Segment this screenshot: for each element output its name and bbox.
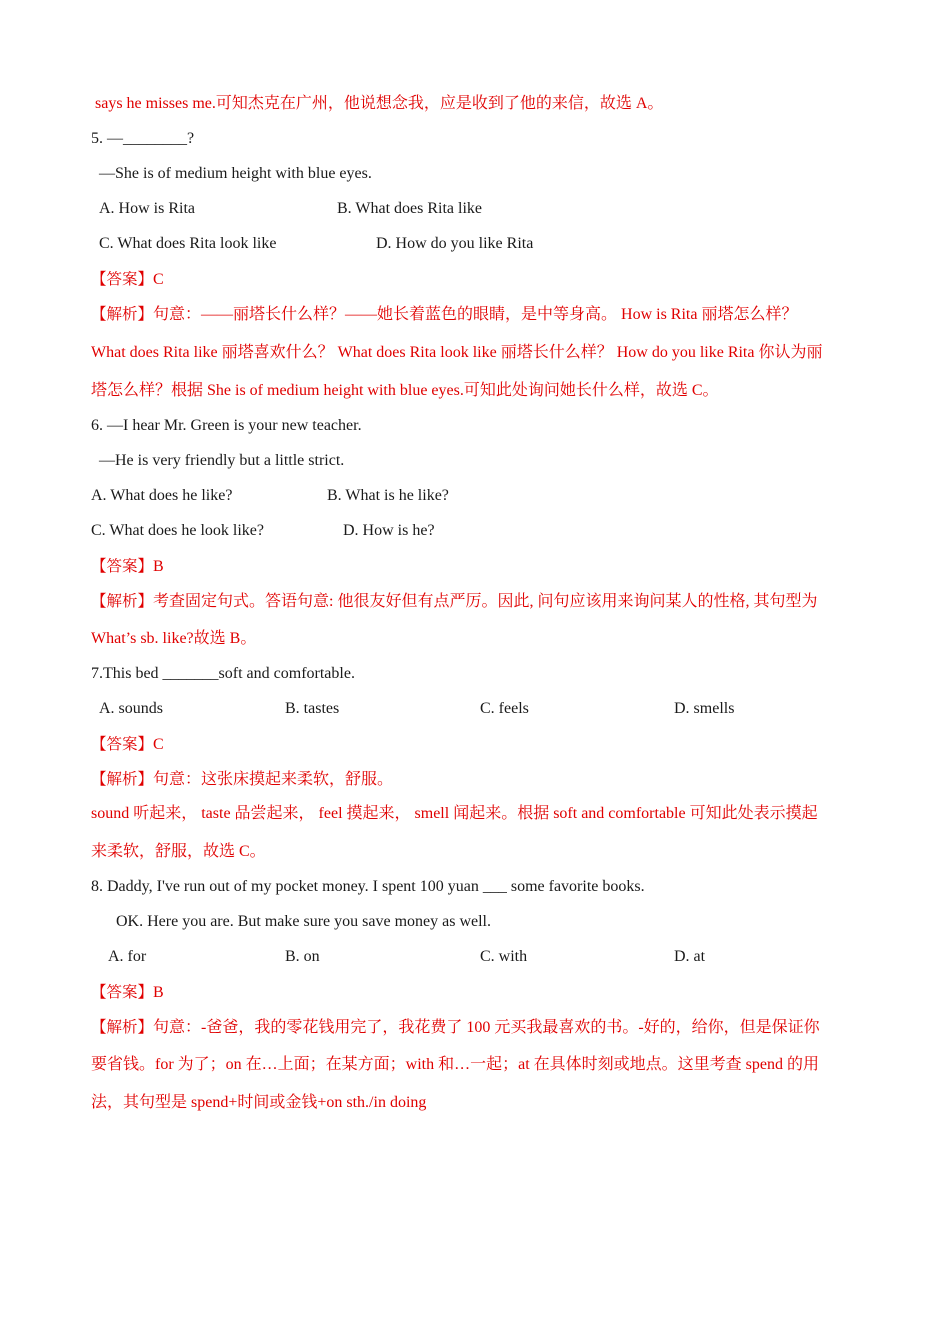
q8-answer (91, 982, 164, 1003)
q5-option-b: B. What does Rita like (337, 200, 483, 217)
answer-label: 【答案】 (91, 983, 154, 1001)
q7-answer (91, 734, 164, 755)
q5-analysis-line (91, 304, 797, 325)
q6-option-a: A. What does he like? (91, 487, 233, 504)
q5-option-a: A. How is Rita (99, 200, 195, 217)
q7-option-d: D. smells (674, 700, 735, 717)
q5-stem: 5. —________? (91, 130, 195, 147)
q6-analysis-line (91, 591, 817, 612)
q6-option-b: B. What is he like? (327, 487, 449, 504)
answer-value: C (153, 271, 164, 288)
q5-reply: —She is of medium height with blue eyes. (99, 165, 372, 182)
q5-option-c: C. What does Rita look like (99, 235, 277, 252)
analysis-label: 【解析】 (91, 305, 154, 323)
q5-analysis-line: What does Rita like 丽塔喜欢什么？ What does Rita look like 丽塔长什么样？ How do you like Rita 你认为丽 (91, 344, 823, 361)
q7-option-b: B. tastes (285, 700, 340, 717)
q6-option-c: C. What does he look like? (91, 522, 264, 539)
q8-option-b: B. on (285, 948, 320, 965)
q6-stem: 6. —I hear Mr. Green is your new teacher. (91, 417, 362, 434)
q8-analysis-line: 要省钱。for 为了；on 在…上面；在某方面；with 和…一起；at 在具体时刻或地点。这里考查 spend 的用 (91, 1056, 819, 1073)
analysis-label: 【解析】 (91, 770, 154, 788)
q7-analysis-line: sound 听起来， taste 品尝起来， feel 摸起来， smell 闻起来。根据 soft and comfortable 可知此处表示摸起 (91, 805, 818, 822)
q8-analysis-line (91, 1017, 820, 1038)
q7-analysis-line: 来柔软，舒服，故选 C。 (91, 843, 266, 860)
analysis-text: 句意：——丽塔长什么样？——她长着蓝色的眼睛，是中等身高。 How is Rita 丽塔怎么样？ (153, 306, 798, 323)
answer-value: C (153, 736, 164, 753)
q6-option-d: D. How is he? (343, 522, 435, 539)
q8-stem: 8. Daddy, I've run out of my pocket money. I spent 100 yuan ___ some favorite books. (91, 878, 645, 895)
q7-stem: 7.This bed _______soft and comfortable. (91, 665, 355, 682)
analysis-text: 句意：这张床摸起来柔软，舒服。 (153, 771, 394, 788)
q8-option-c: C. with (480, 948, 528, 965)
analysis-text: 考查固定句式。答语句意: 他很友好但有点严厉。因此, 问句应该用来询问某人的性格, 其句型为 (153, 593, 818, 610)
analysis-label: 【解析】 (91, 1018, 154, 1036)
answer-value: B (153, 558, 164, 575)
analysis-label: 【解析】 (91, 592, 154, 610)
q4-analysis-tail: says he misses me.可知杰克在广州，他说想念我，应是收到了他的来信，故选 A。 (95, 95, 664, 112)
q6-reply: —He is very friendly but a little strict. (99, 452, 345, 469)
q8-option-d: D. at (674, 948, 706, 965)
answer-value: B (153, 984, 164, 1001)
answer-label: 【答案】 (91, 735, 154, 753)
answer-label: 【答案】 (91, 270, 154, 288)
analysis-text: 句意：-爸爸，我的零花钱用完了，我花费了 100 元买我最喜欢的书。-好的，给你，但是保证你 (153, 1019, 820, 1036)
q8-reply: OK. Here you are. But make sure you save money as well. (116, 913, 491, 930)
q5-option-d: D. How do you like Rita (376, 235, 534, 252)
q7-option-c: C. feels (480, 700, 529, 717)
q5-analysis-line: 塔怎么样？根据 She is of medium height with blue eyes.可知此处询问她长什么样，故选 C。 (91, 382, 719, 399)
answer-label: 【答案】 (91, 557, 154, 575)
q7-option-a: A. sounds (99, 700, 164, 717)
q8-option-a: A. for (108, 948, 147, 965)
q6-analysis-line: What’s sb. like?故选 B。 (91, 630, 257, 647)
q8-analysis-line: 法，其句型是 spend+时间或金钱+on sth./in doing (91, 1094, 427, 1111)
q5-answer (91, 269, 164, 290)
q7-analysis-line (91, 769, 393, 790)
q6-answer (91, 556, 164, 577)
